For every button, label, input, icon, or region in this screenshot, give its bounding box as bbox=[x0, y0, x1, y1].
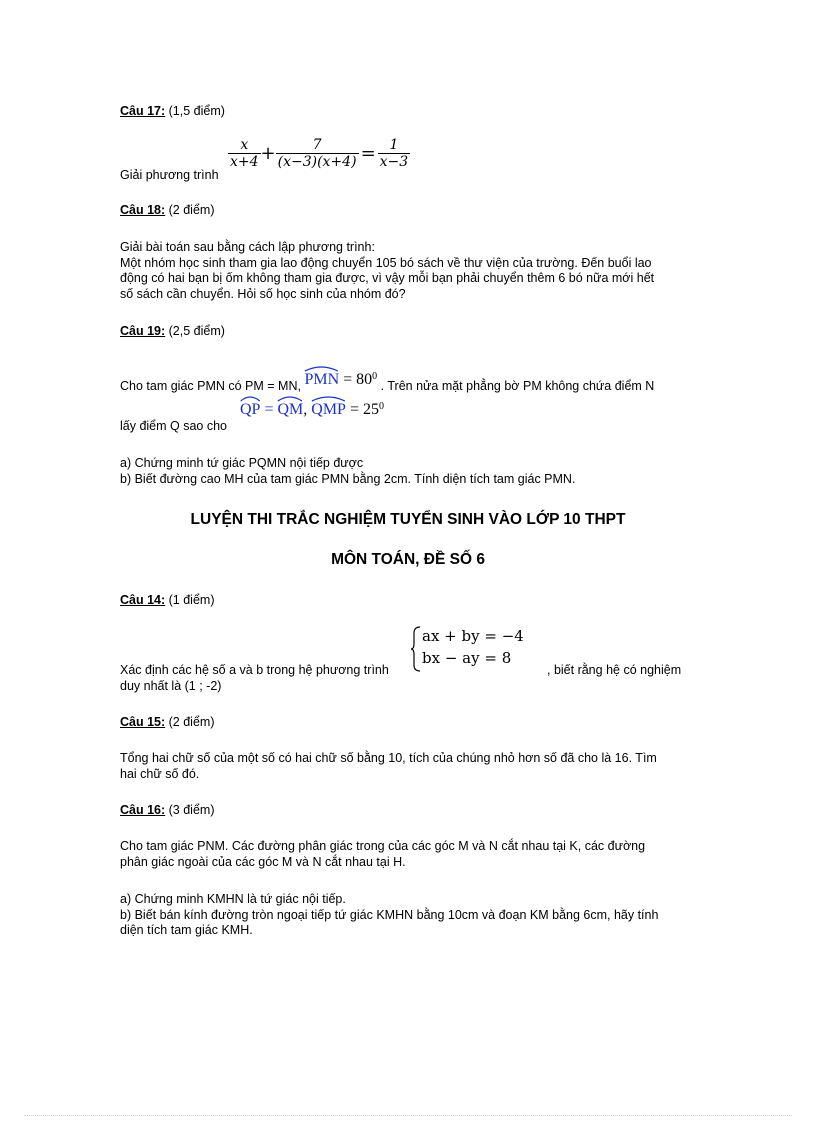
q16-items bbox=[120, 892, 658, 939]
q16-body bbox=[120, 839, 645, 870]
brace-icon bbox=[410, 626, 422, 672]
q17-label: Câu 17: bbox=[120, 104, 166, 118]
q17-equation: $\frac{x}{x+4}$ + $\frac{7}{(x-3)(x+4)}$ = $\frac{1}{x-3}$ bbox=[230, 137, 409, 170]
q19-line1 bbox=[120, 371, 655, 395]
q19-arc-qp: QP bbox=[240, 401, 260, 419]
q14-points: (1 điểm) bbox=[168, 593, 215, 607]
q19-item-a: a) Chứng minh tứ giác PQMN nội tiếp được bbox=[120, 456, 364, 470]
q14-system-row-1: ax + by = −4 bbox=[422, 627, 524, 645]
q18-label: Câu 18: bbox=[120, 203, 166, 217]
q17-points: (1,5 điểm) bbox=[168, 104, 225, 118]
q15-body bbox=[120, 751, 657, 782]
q14-label: Câu 14: bbox=[120, 593, 166, 607]
q19-items bbox=[120, 456, 575, 487]
q19-label: Câu 19: bbox=[120, 324, 166, 338]
q14-text-after: , biết rằng hệ có nghiệm bbox=[547, 663, 682, 677]
q17-heading bbox=[120, 104, 225, 118]
q18-line: Một nhóm học sinh tham gia lao động chuyển 105 bó sách về thư viện của trường. Đến buổi lao bbox=[120, 255, 652, 270]
q19-line2: lấy điểm Q sao cho bbox=[120, 419, 227, 433]
q16-points: (3 điểm) bbox=[168, 803, 215, 817]
q16-label: Câu 16: bbox=[120, 803, 166, 817]
q19-text-after: . Trên nửa mặt phẳng bờ PM không chứa điểm N bbox=[380, 379, 655, 394]
q18-line: động có hai bạn bị ốm không tham gia được, vì vậy mỗi bạn phải chuyển thêm 6 bó nữa mới hết bbox=[120, 271, 655, 285]
q19-arc-qm: QM bbox=[277, 401, 303, 419]
page-bottom-divider bbox=[24, 1115, 792, 1116]
q17-text: Giải phương trình bbox=[120, 168, 219, 182]
q14-line2: duy nhất là (1 ; -2) bbox=[120, 679, 222, 693]
q19-angle-pmn-arc: PMN bbox=[304, 371, 339, 389]
q17-fraction-1: $\frac{x}{x+4}$ bbox=[230, 137, 259, 170]
q18-line: số sách cần chuyển. Hỏi số học sinh của nhóm đó? bbox=[120, 286, 406, 301]
q14-heading bbox=[120, 593, 214, 607]
q16-line: phân giác ngoài của các góc M và N cắt nhau tại H. bbox=[120, 854, 406, 869]
q15-line: hai chữ số đó. bbox=[120, 766, 200, 781]
q19-text: Cho tam giác PMN có PM = MN, bbox=[120, 379, 301, 394]
exam-subtitle: MÔN TOÁN, ĐỀ SỐ 6 bbox=[331, 551, 485, 568]
q16-line: Cho tam giác PNM. Các đường phân giác trong của các góc M và N cắt nhau tại K, các đường bbox=[120, 839, 646, 853]
q18-body bbox=[120, 240, 654, 302]
q16-heading bbox=[120, 803, 214, 817]
q19-angle-pmn: PMN = $80^0$ bbox=[304, 373, 380, 387]
q19-heading bbox=[120, 324, 225, 338]
q16-item-b: b) Biết bán kính đường tròn ngoại tiếp tứ giác KMHN bằng 10cm và đoạn KM bằng 6cm, hãy tính bbox=[120, 907, 659, 922]
q19-item-b: b) Biết đường cao MH của tam giác PMN bằng 2cm. Tính diện tích tam giác PMN. bbox=[120, 471, 576, 486]
q14-system-row-2: bx − ay = 8 bbox=[422, 649, 512, 667]
q19-condition: QP = QM, QMP = $25^0$ bbox=[240, 401, 384, 419]
q19-angle-qmp: QMP bbox=[311, 401, 346, 419]
q16-item-a: a) Chứng minh KMHN là tứ giác nội tiếp. bbox=[120, 892, 346, 906]
q15-line: Tổng hai chữ số của một số có hai chữ số bằng 10, tích của chúng nhỏ hơn số đã cho là 16. Tìm bbox=[120, 751, 657, 765]
q15-heading bbox=[120, 715, 214, 729]
q15-label: Câu 15: bbox=[120, 715, 166, 729]
q17-fraction-3: $\frac{1}{x-3}$ bbox=[379, 137, 409, 170]
q18-line: Giải bài toán sau bằng cách lập phương trình: bbox=[120, 240, 375, 254]
q18-heading bbox=[120, 203, 214, 217]
exam-title: LUYỆN THI TRẮC NGHIỆM TUYỂN SINH VÀO LỚP 10 THPT bbox=[190, 511, 626, 528]
q16-item-b-cont: diện tích tam giác KMH. bbox=[120, 923, 253, 937]
q17-fraction-2: $\frac{7}{(x-3)(x+4)}$ bbox=[277, 137, 357, 170]
q15-points: (2 điểm) bbox=[168, 715, 215, 729]
q19-points: (2,5 điểm) bbox=[168, 324, 225, 338]
q18-points: (2 điểm) bbox=[168, 203, 215, 217]
q14-text-before: Xác định các hệ số a và b trong hệ phương trình bbox=[120, 663, 389, 677]
